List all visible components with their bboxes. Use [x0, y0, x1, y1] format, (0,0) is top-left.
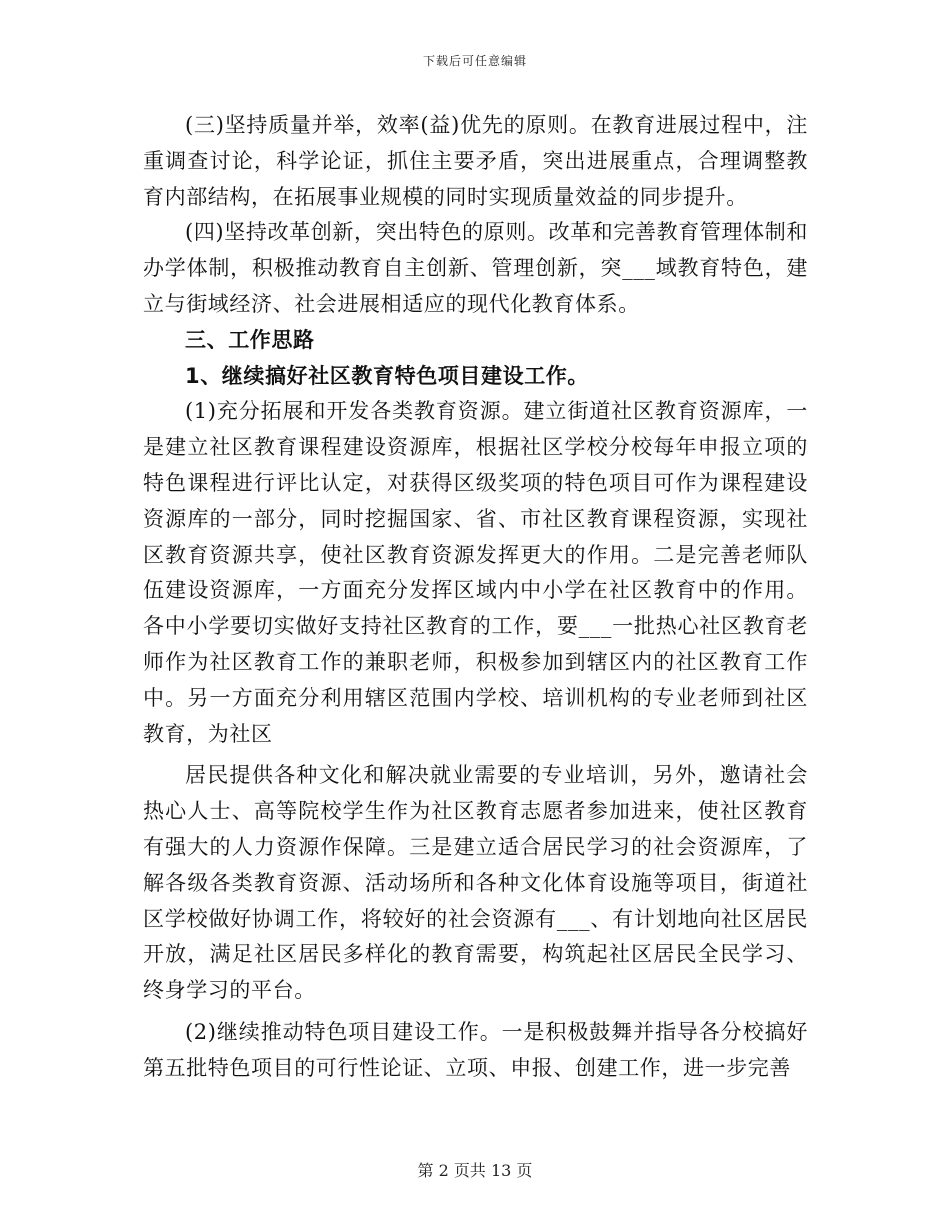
- paragraph-item-1-continued: 居民提供各种文化和解决就业需要的专业培训，另外，邀请社会热心人士、高等院校学生作为社区教育志愿者参加进来，使社区教育有强大的人力资源作保障。三是建立适合居民学习的社会资源库，了解各级各类教育资源、活动场所和各种文化体育设施等项目，街道社区学校做好协调工作，将较好的社会资源有___、有计划地向社区居民开放，满足社区居民多样化的教育需要，构筑起社区居民全民学习、终身学习的平台。: [143, 763, 808, 1003]
- paragraph-item-1: (1)充分拓展和开发各类教育资源。建立街道社区教育资源库，一是建立社区教育课程建设资源库，根据社区学校分校每年申报立项的特色课程进行评比认定，对获得区级奖项的特色项目可作为课程建设资源库的一部分，同时挖掘国家、省、市社区教育课程资源，实现社区教育资源共享，使社区教育资源发挥更大的作用。二是完善老师队伍建设资源库，一方面充分发挥区域内中小学在社区教育中的作用。各中小学要切实做好支持社区教育的工作，要___一批热心社区教育老师作为社区教育工作的兼职老师，积极参加到辖区内的社区教育工作中。另一方面充分利用辖区范围内学校、培训机构的专业老师到社区教育，为社区: [143, 399, 808, 746]
- document-body: [143, 108, 808, 1087]
- paragraph-principle-three: (三)坚持质量并举，效率(益)优先的原则。在教育进展过程中，注重调查讨论，科学论证，抓住主要矛盾，突出进展重点，合理调整教育内部结构，在拓展事业规模的同时实现质量效益的同步提升。: [143, 113, 808, 209]
- page-header: 下载后可任意编辑: [422, 54, 527, 68]
- paragraph-principle-four: (四)坚持改革创新，突出特色的原则。改革和完善教育管理体制和办学体制，积极推动教育自主创新、管理创新，突___域教育特色，建立与街域经济、社会进展相适应的现代化教育体系。: [143, 220, 808, 316]
- subsection-heading-1: 1、继续搞好社区教育特色项目建设工作。: [185, 363, 590, 388]
- section-heading-work-ideas: 三、工作思路: [185, 327, 315, 352]
- page-footer: 第 2 页共 13 页: [417, 1161, 533, 1180]
- paragraph-item-2: (2)继续推动特色项目建设工作。一是积极鼓舞并指导各分校搞好第五批特色项目的可行性论证、立项、申报、创建工作，进一步完善: [143, 1019, 808, 1080]
